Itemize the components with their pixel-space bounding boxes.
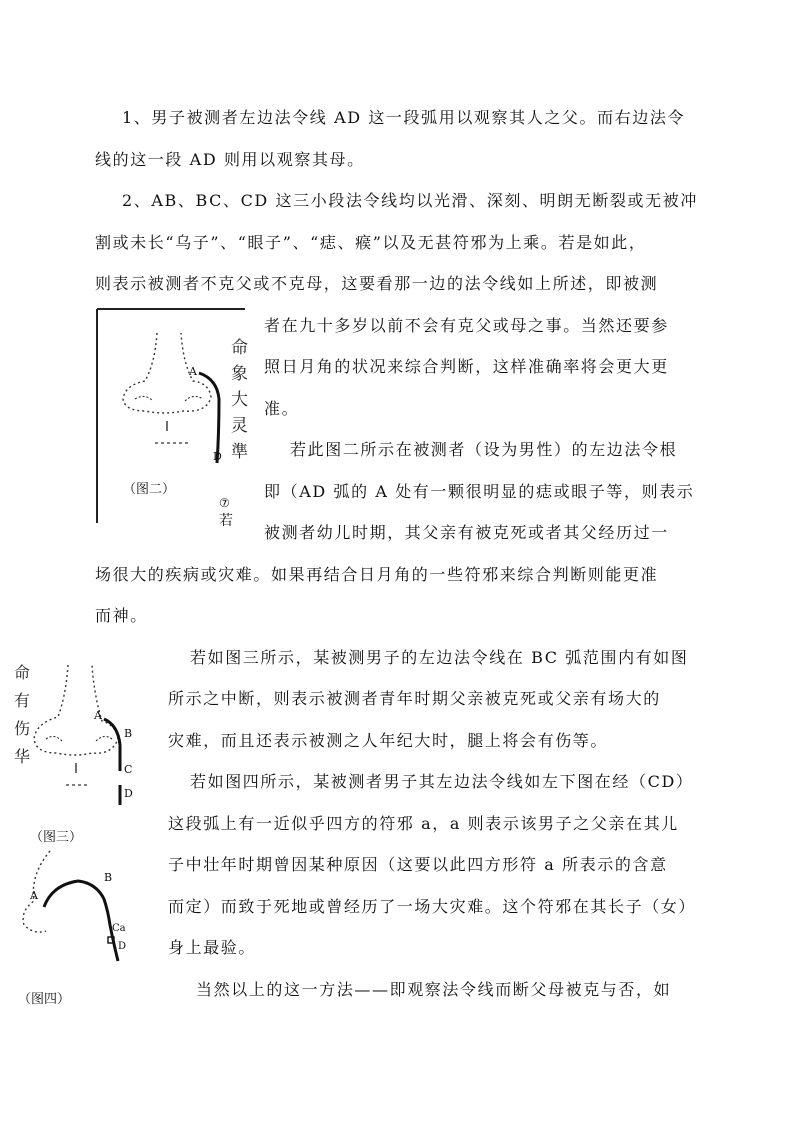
text-line-15: 所示之中断，则表示被测者青年时期父亲被克死或父亲有场大的 [168,689,661,708]
figure-2-corner-text: 若 [219,513,233,526]
figure-2-label-d: D [213,450,222,463]
figure-4-label-a: A [30,889,38,902]
figure-3 [0,655,157,845]
figure-2-side-text: 命象大灵準 [231,338,248,462]
text-line-1: 1、男子被测者左边法令线 AD 这一段弧用以观察其人之父。而右边法令 [122,108,686,127]
text-line-2: 线的这一段 AD 则用以观察其母。 [95,150,365,169]
text-line-13: 而神。 [95,606,148,625]
text-line-10: 即（AD 弧的 A 处有一颗很明显的痣或眼子等，则表示 [264,482,695,501]
text-line-16: 灾难，而且还表示被测之人年纪大时，腿上将会有伤等。 [168,731,609,750]
figure-4-label-b: B [104,871,113,884]
text-line-21: 身上最验。 [168,938,257,957]
figure-2 [95,303,250,526]
text-line-3: 2、AB、BC、CD 这三小段法令线均以光滑、深刻、明朗无断裂或无被冲 [122,191,698,210]
figure-3-label-d: D [124,787,133,800]
text-line-19: 子中壮年时期曾因某种原因（这要以此四方形符 a 所表示的含意 [168,855,668,874]
figure-4 [0,845,157,1030]
figure-2-circled-label: ⑦ [219,496,230,510]
figure-3-label-a: A [94,709,102,722]
figure-4-label-ca: Ca [112,923,126,934]
text-line-4: 割或未长“乌子”、“眼子”、“痣、瘊”以及无甚符邪为上乘。若是如此， [95,233,647,252]
text-line-9: 若此图二所示在被测者（设为男性）的左边法令根 [290,440,678,459]
text-line-17: 若如图四所示，某被测者男子其左边法令线如左下图在经（CD） [190,772,694,791]
figure-2-label-a: A [189,365,197,378]
figure-2-drawing [95,303,250,526]
text-line-22: 当然以上的这一方法——即观察法令线而断父母被克与否，如 [196,980,672,999]
figure-4-label-d: D [118,941,127,952]
figure-3-label-c: C [124,763,133,776]
text-line-7: 照日月角的状况来综合判断，这样准确率将会更大更 [264,357,669,376]
text-line-18: 这段弧上有一近似乎四方的符邪 a，a 则表示该男子之父亲在其儿 [168,814,679,833]
text-line-12: 场很大的疾病或灾难。如果再结合日月角的一些符邪来综合判断则能更准 [95,565,659,584]
figure-2-caption: （图二） [123,482,176,497]
figure-3-caption: （图三） [30,830,83,845]
text-line-8: 准。 [264,399,300,418]
figure-3-label-b: B [124,727,133,740]
text-line-5: 则表示被测者不克父或不克母，这要看那一边的法令线如上所述，即被测 [95,274,659,293]
text-line-11: 被测者幼儿时期，其父亲有被克死或者其父经历过一 [264,523,669,542]
figure-4-drawing [0,845,157,1030]
figure-4-caption: （图四） [18,992,71,1007]
text-line-14: 若如图三所示，某被测男子的左边法令线在 BC 弧范围内有如图 [190,648,689,667]
text-line-6: 者在九十多岁以前不会有克父或母之事。当然还要参 [264,316,669,335]
figure-3-side-text: 命有伤华 [14,663,31,766]
text-line-20: 而定）而致于死地或曾经历了一场大灾难。这个符邪在其长子（女） [168,897,697,916]
